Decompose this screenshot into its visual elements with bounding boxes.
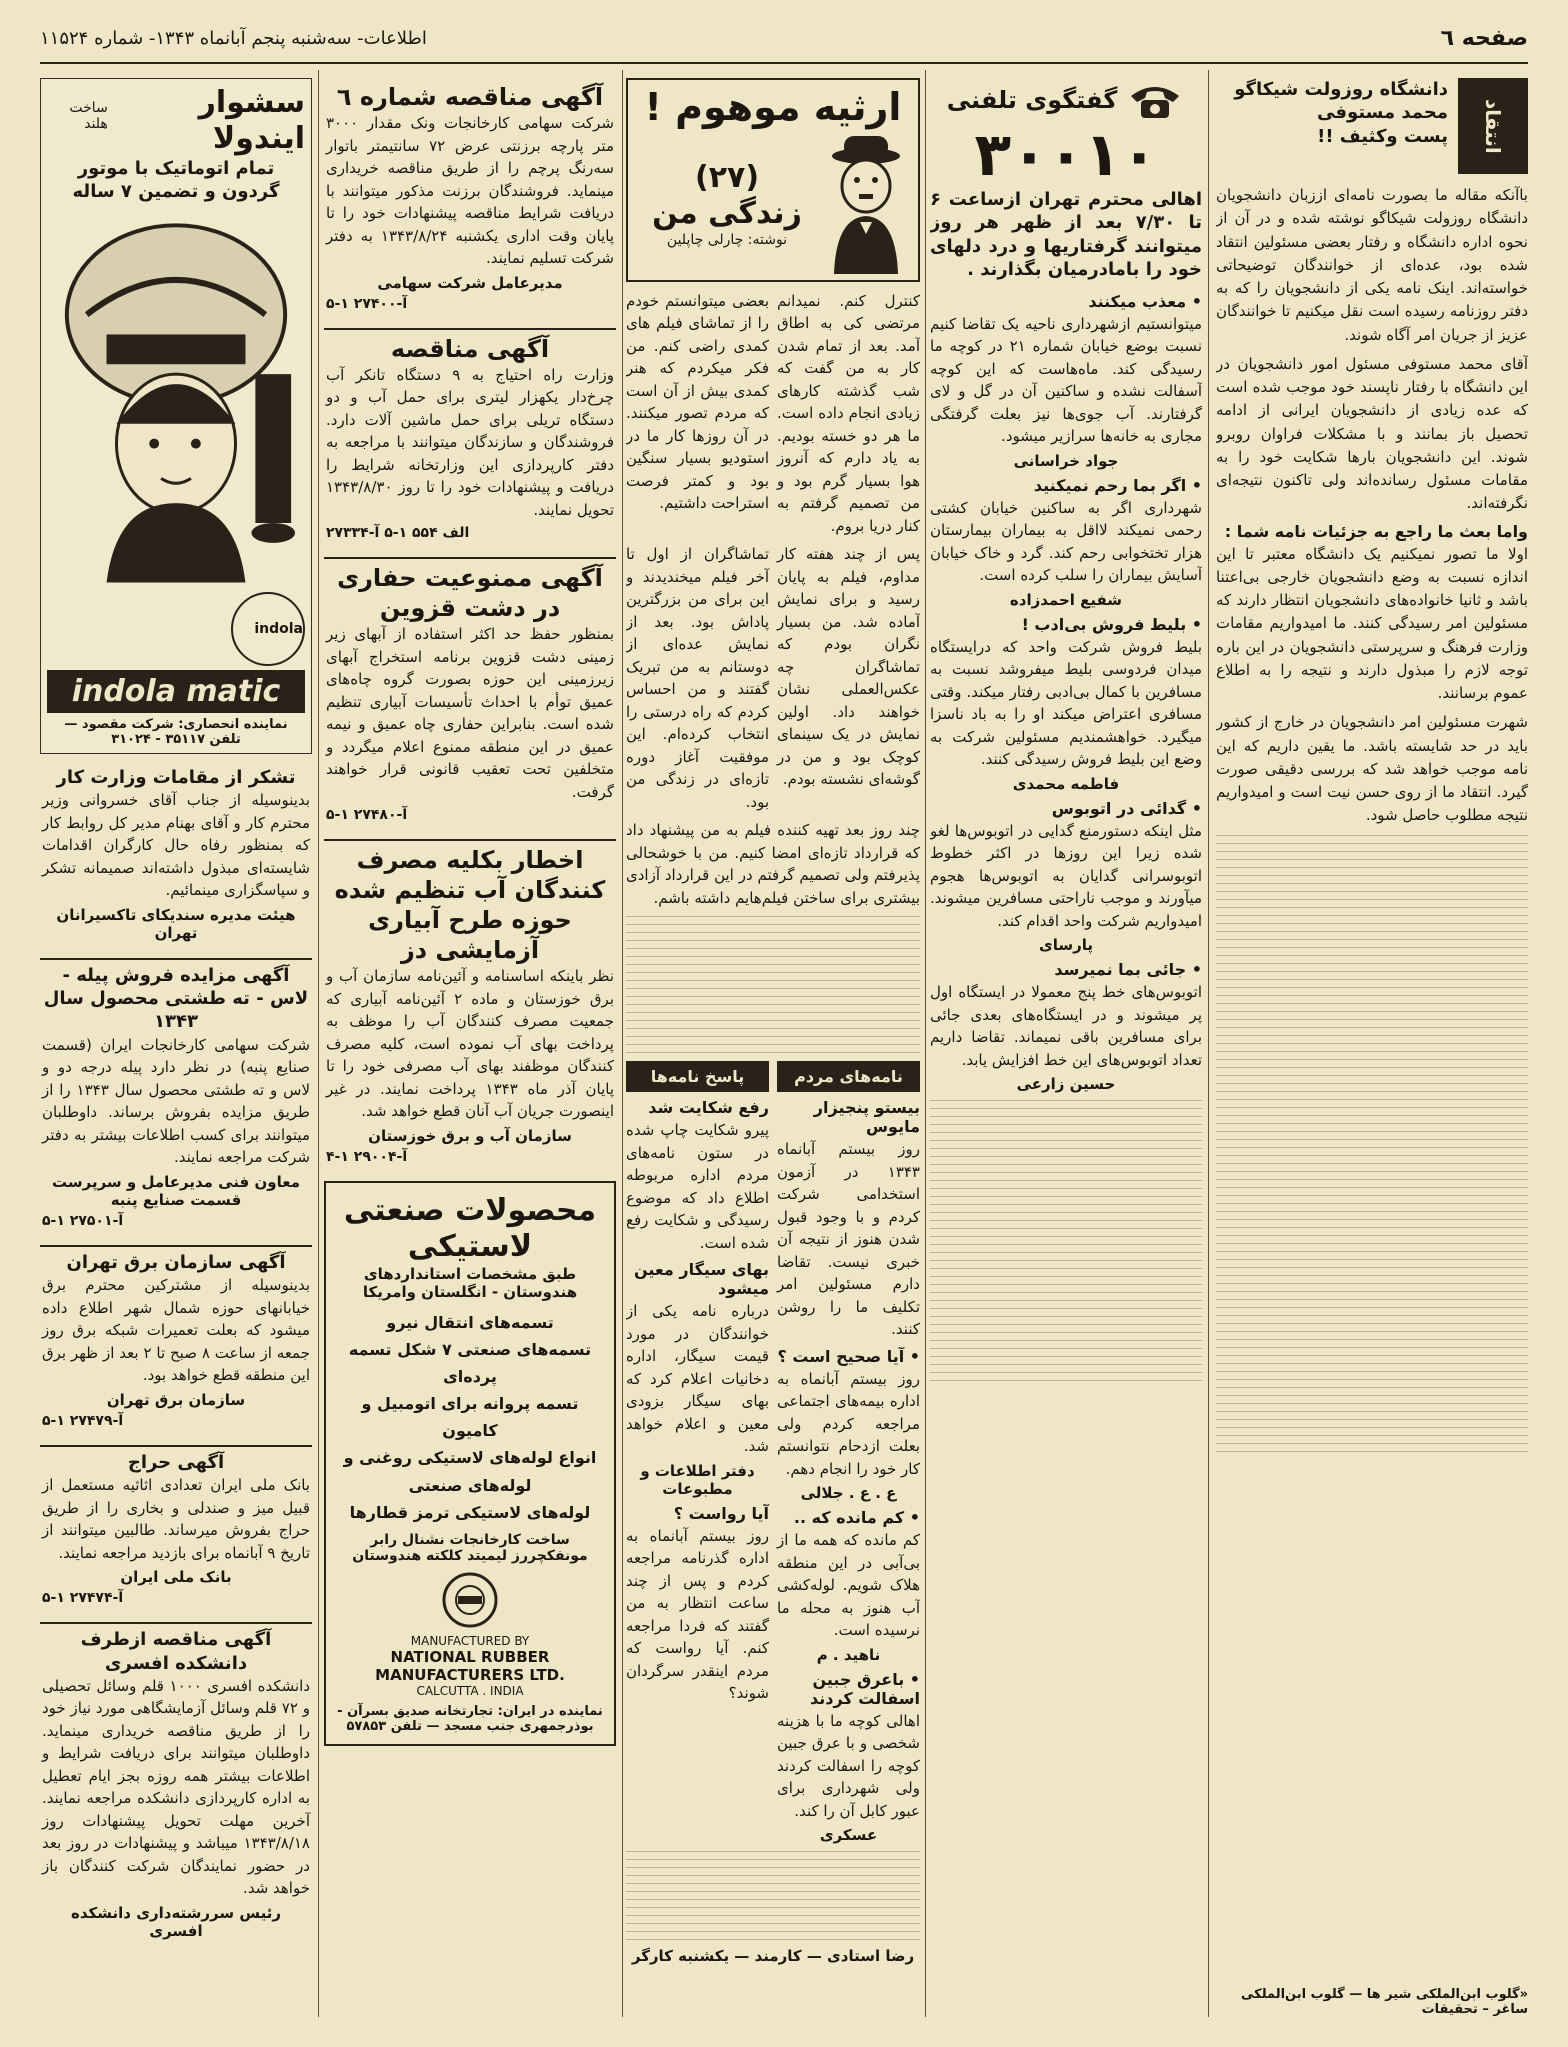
auction-notice <box>40 1445 312 1610</box>
rubber-ad-maker-fa: ساخت کارخانجات نشنال رابر مونفکچررز لیمیتد کلکته هندوستان <box>352 1532 588 1564</box>
rubber-ad-manufactured-by: MANUFACTURED BY <box>410 1634 530 1648</box>
rubber-ad-maker: NATIONAL RUBBER MANUFACTURERS LTD. <box>375 1648 565 1684</box>
phone-item-sig: پارسای <box>1038 936 1094 955</box>
water-warning-ref: آ-۲۹۰۰۴ ۱-۴ <box>326 1148 408 1165</box>
letter-head: • آیا صحیح است ؟ <box>777 1346 920 1366</box>
criticism-body-4: شهرت مسئولین امر دانشجویان در خارج از کشور باید در حد شایسته باشد. ما یقین داریم که این نامه موجب خواهد شد که بررسی دقیقی صورت گیرد. انتقاد ما از روی حسن نیت است و امیدواریم نتیجه مطلوب حاصل شود. <box>1216 713 1528 825</box>
phone-intro: اهالی محترم تهران ازساعت ۶ تا ۷/۳۰ بعد از ظهر هر روز میتوانند گرفتاریها و درد دلهای خود را بامادرمیان بگذارند . <box>930 189 1202 281</box>
rubber-ad-agent: نماینده در ایران: تجارتخانه صدیق بسرآن - بوذرجمهری جنب مسجد — تلفن ۵۷۸۵۳ <box>337 1704 603 1734</box>
column-rule <box>622 70 623 2017</box>
phone-column <box>930 78 1202 2017</box>
answer-text: درباره نامه یکی از خوانندگان در مورد قیمت سیگار، اداره دخانیات اعلام کرد که بهای سیگار بزودی معین و اعلام خواهد شد. <box>626 1302 769 1456</box>
letter-text: روز بیستم آبانماه ۱۳۴۳ در آزمون استخدامی شرکت کردم و با وجود قبول شدن هنوز از نتیجه آن خبری نیست. تقاضا دارم مسئولین امر تکلیف ما را روشن کنند. <box>777 1140 920 1339</box>
answer-text: پیرو شکایت چاپ شده در ستون نامه‌های مردم اداره مربوطه اطلاع داد که موضوع رسیدگی و شکایت رفع شده است. <box>626 1121 769 1252</box>
labor-thanks-sig: هیئت مدیره سندیکای تاکسیرانان تهران <box>56 905 296 942</box>
serial-subtitle: زندگی من <box>652 195 802 231</box>
tender-6-title: آگهی مناقصه شماره ٦ <box>336 83 604 111</box>
indola-ad <box>40 78 312 754</box>
nrm-logo-icon <box>440 1570 500 1630</box>
phone-item-head: • اگر بما رحم نمیکنید <box>1033 475 1202 495</box>
drilling-ban-notice <box>324 557 616 827</box>
letter-text: روز بیستم آبانماه به اداره بیمه‌های اجتماعی مراجعه کردم ولی بعلت ازدحام نتوانستم کار خود را انجام دهم. <box>777 1369 920 1478</box>
chaplin-portrait-icon <box>820 134 912 274</box>
indola-agent: نماینده انحصاری: شرکت مقصود — تلفن ۳۵۱۱۷ - ۳۱۰۲۴ <box>64 716 288 747</box>
labor-thanks-text: بدینوسیله از جناب آقای خسروانی وزیر محترم کار و آقای بهنام مدیر کل روابط کار که بمنظور رفاه حال کارگران اقدامات شایسته‌ای مبذول داشته‌اند صمیمانه تشکر و سپاسگزاری مینمائیم. <box>42 791 310 900</box>
tender-6-notice <box>324 78 616 316</box>
tender-6-text: شرکت سهامی کارخانجات ونک مقدار ۳۰۰۰ متر پارچه برزنتی عرض ۷۲ سانتیمتر باتوار سه‌رنگ پرچم را از طریق مناقصه خریداری مینماید. فروشندگان برزنت مذکور میتوانند با دریافت شرایط مناقصه پیشنهادات خود را تا پایان وقت اداری یکشنبه ۱۳۴۳/۸/۲۴ به دفتر شرکت تسلیم نمایند. <box>326 114 615 267</box>
phone-number: ۳۰۰۱۰ <box>974 120 1158 190</box>
criticism-headline: دانشگاه روزولت شیکاگو محمد مستوفی پست وکثیف !! <box>1234 79 1448 147</box>
page-number: صفحه ٦ <box>1440 25 1528 51</box>
column-rule <box>925 70 926 2017</box>
notices-column <box>324 78 616 2017</box>
rubber-ad-line: انواع لوله‌های لاستیکی روغنی و لوله‌های صنعتی <box>343 1448 597 1495</box>
labor-thanks-title: تشکر از مقامات وزارت کار <box>56 766 296 788</box>
answer-sig: دفتر اطلاعات و مطبوعات <box>640 1461 755 1498</box>
auction-text: بانک ملی ایران تعدادی اثاثیه مستعمل از قبیل میز و صندلی و بخاری را از طریق حراج بفروش میرساند. طالبین میتوانند از تاریخ ۹ آبانماه برای بازدید مراجعه نمایند. <box>42 1476 310 1562</box>
drilling-ban-text: بمنظور حفظ حد اکثر استفاده از آبهای زیر زمینی دشت قزوین برنامه استخراج آبهای زیرزمینی این حوزه بصورت گروه چاه‌های عمیق توأم با احداث تأسیسات آبیاری تنظیم شده است. بنابراین حفاری چاه عمیق و نیمه عمیق در این منطقه ممنوع اعلام میگردد و متخلفین تحت تعقیب قانونی قرار خواهند گرفت. <box>326 625 614 801</box>
criticism-body-2: آقای محمد مستوفی مسئول امور دانشجویان در این دانشگاه با رفتار ناپسند خود موجب شده است که عده زیادی از دانشجویان ایرانی از ادامه تحصیل باز بمانند و با مشکلات فراوان روبرو شوند. این دانشجویان بارها شکایت خود را به مقامات مسئول رسانده‌اند ولی تاکنون نتیجه‌ای نگرفته‌اند. <box>1216 354 1528 513</box>
serial-author: نوشته: چارلی چاپلین <box>666 231 788 248</box>
phone-item-sig: فاطمه محمدی <box>1012 774 1120 793</box>
drilling-ban-title: آگهی ممنوعیت حفاری در دشت قزوین <box>337 564 603 622</box>
cocoon-auction-notice <box>40 958 312 1233</box>
electricity-text: بدینوسیله از مشترکین محترم برق خیابانهای حوزه شمال شهر اطلاع داده میشود که بعلت تعمیرات شبکه برق روز جمعه از ساعت ۸ صبح تا ۲ بعد از ظهر برق این منطقه قطع خواهد بود. <box>42 1276 310 1385</box>
tender-road-title: آگهی مناقصه <box>390 334 550 363</box>
criticism-subhead: واما بعث ما راجع به جزئیات نامه شما : <box>1224 521 1528 541</box>
officer-academy-sig: رئیس سررشته‌داری دانشکده افسری <box>71 1903 281 1940</box>
auction-ref: آ-۲۷۴۷۴ ۱-۵ <box>42 1590 124 1607</box>
phone-item-text: بلیط فروش شرکت واحد که درایستگاه میدان فردوسی بلیط میفروشد نسبت به مسافرین با کمال بی‌ادبی رفتار میکند. وقتی مسافری اعتراض میکند او را به باد ناسزا میگیرد. خواهشمندیم مسئولین شرکت به وضع این بلیط فروش رسیدگی کنند. <box>930 637 1202 769</box>
criticism-footer: «گلوب ابن‌الملکی شیر ها — گلوب ابن‌الملکی ساغر – تحقیقات <box>1240 1987 1528 2017</box>
letter-sig: ع . ع . جلالی <box>800 1484 897 1503</box>
letter-head: • باعرق جبین اسفالت کردند <box>810 1669 920 1708</box>
criticism-body-3: اولا ما تصور نمیکنیم یک دانشگاه معتبر تا این اندازه نسبت به وضع دانشجویان خارجی بی‌اعتنا باشد و ثانیا خانواده‌های دانشجویان انتظار دارند که مسئولین امر رسیدگی کنند. ما امیدواریم مقامات وزارت فرهنگ و سرپرستی دانشجویان در این باره توجه لازم را مبذول دارند و نتیجه را به اطلاع عموم برسانند. <box>1216 544 1528 702</box>
phone-item-text: میتوانستیم ازشهرداری ناحیه یک تقاضا کنیم نسبت بوضع خیابان شماره ۲۱ در کوچه ما رسیدگی کند. ماه‌هاست که این کوچه آسفالت نشده و ساکنین آن در گل و لای گرفتارند. آب جوی‌ها نیز بعلت گرفتگی مجاری به خانه‌ها سرازیر میشود. <box>930 314 1202 446</box>
indola-badge-logo: indola <box>231 592 305 666</box>
auction-sig: بانک ملی ایران <box>120 1568 232 1587</box>
criticism-column <box>1216 78 1528 2017</box>
telephone-icon <box>1125 78 1185 122</box>
bottom-text: روز بیستم آبانماه به اداره گذرنامه مراجعه کردم و پس از چند ساعت انتظار به من گفتند که فردا مراجعه کنم. آیا رواست که مردم اینقدر سرگردان شوند؟ <box>626 1526 769 1703</box>
cocoon-auction-title: آگهی مزایده فروش پیله - لاس - ته طشتی محصول سال ۱۳۴۳ <box>43 964 309 1033</box>
letter-head: • کم مانده که .. <box>793 1508 920 1528</box>
water-warning-notice <box>324 839 616 1169</box>
rubber-ad-line: تسمه‌های انتقال نیرو <box>386 1312 554 1332</box>
phone-item-text: اتوبوس‌های خط پنج معمولا در ایستگاه اول پر میشوند و در ایستگاه‌های بعدی جائی برای مسافرین باقی نمیماند. تقاضا داریم تعداد اتوبوس‌های این خط افزایش یابد. <box>930 983 1202 1069</box>
auction-title: آگهی حراج <box>127 1451 225 1473</box>
officer-academy-text: دانشکده افسری ۱۰۰۰ قلم وسائل تحصیلی و ۷۲ قلم وسائل آزمایشگاهی مورد نیاز خود را از طریق مناقصه خریداری مینماید. داوطلبان میتوانند برای دریافت شرایط و اطلاعات بیشتر همه روزه بجز ایام تعطیل به اداره کارپردازی دانشکده مراجعه نمایند. آخرین مهلت تحویل پیشنهادات روز ۱۳۴۳/۸/۱۸ میباشد و پیشنهادات در روز بعد در حضور نمایندگان شرکت کنندگان باز خواهد شد. <box>42 1676 311 1898</box>
electricity-ref: آ-۲۷۴۷۹ ۱-۵ <box>42 1412 124 1429</box>
rubber-ad-subtitle: طبق مشخصات استانداردهای هندوستان - انگلستان وامریکا <box>362 1264 578 1301</box>
phone-item-sig: جواد خراسانی <box>1013 451 1119 470</box>
hair-dryer-illustration-icon <box>47 204 305 584</box>
letter-sig: عسکری <box>819 1826 878 1845</box>
ads-column <box>40 78 312 2017</box>
answer-head: رفع شکایت شد <box>648 1098 769 1118</box>
indola-brand: سشوار ایندولا <box>198 85 305 156</box>
column-rule <box>318 70 319 2017</box>
letters-title: نامه‌های مردم <box>777 1061 920 1092</box>
serial-body-2: بعضی میتوانستم خودم را از تماشای فیلم های کمدی راضی کنم. من فکر میکردم که هنر کمدی بیش از آن است که مردم تصور میکنند. در آن روزها کار ما در استودیو بسیار سنگین بود و کمتر فرصت استراحت داشتیم. <box>626 291 769 513</box>
cocoon-auction-sig: معاون فنی مدیرعامل و سرپرست قسمت صنایع پنبه <box>52 1172 300 1209</box>
phone-section-title: گفتگوی تلفنی <box>946 86 1118 114</box>
bottom-credit: رضا استادی — کارمند — یکشنبه کارگر <box>631 1947 915 1966</box>
serial-body-5: چند روز بعد تهیه کننده فیلم به من پیشنهاد داد که قرارداد تازه‌ای امضا کنیم. من با خوشحالی پذیرفتم ولی تصمیم گرفتم در این قرارداد آزادی بیشتری برای ساختن فیلم‌هایم داشته باشم. <box>626 821 920 907</box>
phone-item-text: مثل اینکه دستورمنع گدایی در اتوبوس‌ها لغو شده زیرا این روزها در اکثر خطوط اتوبوسرانی گدایان به اتوبوس‌ها هجوم میآورند و موجب ناراحتی مسافرین میشوند. امیدواریم شرکت واحد اقدام کند. <box>930 821 1202 930</box>
officer-academy-title: آگهی مناقصه ازطرف دانشکده افسری <box>80 1629 272 1674</box>
phone-item-sig: حسین زارعی <box>1016 1075 1116 1094</box>
drilling-ban-ref: آ-۲۷۴۸۰ ۱-۵ <box>326 807 408 823</box>
rubber-ad-line: لوله‌های لاستیکی ترمز قطارها <box>349 1502 591 1522</box>
column-rule <box>1208 70 1209 2017</box>
phone-item-head: • معذب میکنند <box>1088 291 1202 311</box>
phone-item-text: شهرداری اگر به ساکنین خیابان کشتی رحمی نمیکند لااقل به بیماران بیمارستان هزار تختخوابی رحم کند. گرد و خاک خیابان آسایش بیماران را سلب کرده است. <box>930 498 1202 585</box>
phone-item-head: • جائی بما نمیرسد <box>1054 960 1202 980</box>
indola-tagline: تمام اتوماتیک با موتور گردون و تضمین ۷ ساله <box>72 158 280 203</box>
rubber-ad-line: تسمه پروانه برای اتومبیل و کامیون <box>361 1394 579 1441</box>
serial-body-4: تماشاگران از اول تا آخر فیلم میخندیدند و این برای من بزرگترین پاداش بود. بعد از نمایش عده‌ای از دوستانم به من تبریک گفتند و من احساس کردم که راه درستی را انتخاب کرده‌ام. این موفقیت آغاز دوره تازه‌ای در زندگی من بود. <box>626 545 769 811</box>
criticism-logo: انتقاد <box>1458 78 1528 174</box>
electricity-sig: سازمان برق تهران <box>106 1390 246 1409</box>
letter-text: اهالی کوچه ما با هزینه شخصی و با عرق جبین کوچه را اسفالت کردند ولی شهرداری برای عبور کابل آن را کند. <box>777 1711 920 1820</box>
tender-6-ref: آ-۲۷۴۰۰ ۱-۵ <box>326 295 408 312</box>
electricity-notice <box>40 1245 312 1433</box>
serial-body-1: کنترل کنم. نمیدانم مرتضی کی به اطاق آمد. بعد از تمام شدن کار به من گفت که شب گذشته کارهای زیادی انجام داده است. ما هر دو خسته بودیم. به یاد دارم که آنروز هوا بسیار گرم بود و من تصمیم گرفتم به کنار دریا بروم. <box>777 291 920 535</box>
water-warning-title: اخطار بکلیه مصرف کنندگان آب تنظیم شده حوزه طرح آبیاری آزمایشی دز <box>334 846 606 964</box>
phone-item-head: • گدائی در اتوبوس <box>1051 798 1202 818</box>
cocoon-auction-ref: آ-۲۷۵۰۱ ۱-۵ <box>42 1212 124 1229</box>
phone-item-head: • بلیط فروش بی‌ادب ! <box>1021 614 1202 634</box>
bottom-title: آیا رواست ؟ <box>673 1503 769 1523</box>
rubber-products-ad <box>324 1181 616 1747</box>
serial-body-3: پس از چند هفته کار مداوم، فیلم به پایان رسید و برای نمایش آماده شد. من بسیار نگران بودم که تماشاگران چه عکس‌العملی نشان خواهند داد. اولین نمایش در یک سینمای کوچک بود و من در گوشه‌ای نشسته بودم. <box>777 545 920 789</box>
issue-info: اطلاعات- سه‌شنبه پنجم آبانماه ۱۳۴۳- شماره ۱۱۵۲۴ <box>40 27 427 49</box>
rubber-ad-city: CALCUTTA . INDIA <box>416 1684 524 1698</box>
rubber-ad-title: محصولات صنعتی لاستیکی <box>343 1192 597 1264</box>
indola-made: ساخت هلند <box>69 100 108 132</box>
tender-road-ref: الف ۵۵۴ ۱-۵ آ-۲۷۳۳۴ <box>326 525 470 541</box>
letter-sig: ناهید . م <box>816 1645 881 1664</box>
officer-academy-notice <box>40 1622 312 1944</box>
water-warning-text: نظر باینکه اساسنامه و آئین‌نامه سازمان آب و برق خوزستان و ماده ۲ آئین‌نامه آبیاری که جمعیت مصرف کنندگان آب را موظف به پرداخت بهای آب نموده است، کلیه مصرف کنندگان موظفند بهای آب مصرفی خود را تا پایان آذر ماه ۱۳۴۳ پرداخت نمایند. در غیر اینصورت جریان آب آنان قطع خواهد شد. <box>326 967 614 1120</box>
answers-title: پاسخ نامه‌ها <box>626 1061 769 1092</box>
rubber-ad-line: تسمه‌های صنعتی ۷ شکل تسمه پرده‌ای <box>348 1339 592 1386</box>
tender-road-text: وزارت راه احتیاج به ۹ دستگاه تانکر آب چرخ‌دار یکهزار لیتری برای حمل آب و دو دستگاه تریلی برای حمل ماشین آلات دارد. فروشندگان و سازندگان میتوانند با مراجعه به دفتر کارپردازی این وزارتخانه شرایط را دریافت و پیشنهادات خود را تا روز ۱۳۴۳/۸/۳۰ تحویل نمایند. <box>326 365 614 519</box>
indola-matic-logo: indola matic <box>47 670 305 713</box>
answer-head: بهای سیگار معین میشود <box>633 1260 769 1299</box>
phone-item-sig: شفیع احمدزاده <box>1009 590 1123 609</box>
criticism-body-1: باآنکه مقاله ما بصورت نامه‌ای اززبان دانشجویان دانشگاه روزولت شیکاگو نوشته شده و در آن از نحوه اداره دانشگاه و رفتار بعضی مسئولین انتقاد شده بود، عده‌ای از خوانندگان توضیحاتی خواسته‌اند. اینک نامه یکی از دانشجویان را که به دفتر روزنامه رسیده است نقل میکنیم تا خوانندگان عزیز از جریان امر آگاه شوند. <box>1216 186 1528 344</box>
letter-head: بیستو پنجیزار مایوس <box>813 1098 920 1137</box>
labor-thanks-notice <box>40 762 312 946</box>
letter-text: کم مانده که همه ما از بی‌آبی در این منطقه هلاک شویم. لوله‌کشی آب هنوز به محله ما نرسیده است. <box>777 1531 920 1640</box>
page-header <box>40 14 1528 64</box>
tender-road-notice <box>324 328 616 546</box>
serial-box <box>626 78 920 282</box>
cocoon-auction-text: شرکت سهامی کارخانجات ایران (قسمت صنایع پنبه) در نظر دارد پیله درجه دو و لاس و ته طشتی محصول سال ۱۳۴۳ را از طریق مزایده بفروش برساند. داوطلبان میتوانند برای کسب اطلاعات بیشتر به دفتر شرکت مراجعه نمایند. <box>42 1035 311 1167</box>
water-warning-sig: سازمان آب و برق خوزستان <box>368 1126 572 1145</box>
tender-6-sig: مدیرعامل شرکت سهامی <box>377 273 563 292</box>
serial-title: ارثیه موهوم ! <box>644 85 902 129</box>
serial-column <box>626 78 920 2017</box>
electricity-title: آگهی سازمان برق تهران <box>66 1251 286 1273</box>
serial-number: (۲۷) <box>694 159 760 195</box>
